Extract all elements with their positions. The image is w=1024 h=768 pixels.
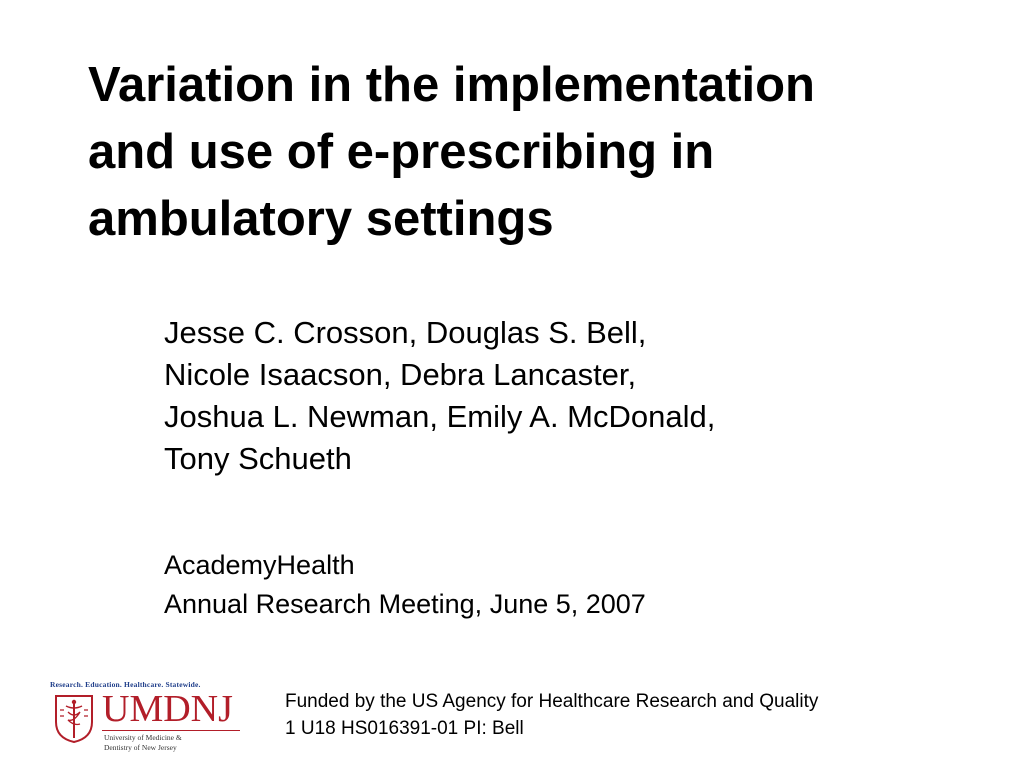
author-line: Jesse C. Crosson, Douglas S. Bell,	[164, 315, 647, 350]
logo-subtitle	[104, 733, 182, 753]
logo-subtitle-line: University of Medicine &	[104, 733, 182, 742]
logo-tagline: Research. Education. Healthcare. Statewide.	[50, 680, 201, 689]
author-line: Joshua L. Newman, Emily A. McDonald,	[164, 399, 716, 434]
logo-divider	[102, 730, 240, 731]
venue-organization: AcademyHealth	[164, 550, 355, 580]
grant-number: 1 U18 HS016391-01 PI: Bell	[285, 718, 524, 739]
author-line: Nicole Isaacson, Debra Lancaster,	[164, 357, 637, 392]
logo-subtitle-line: Dentistry of New Jersey	[104, 743, 177, 752]
funding-note	[285, 688, 1015, 742]
funding-agency: Funded by the US Agency for Healthcare Research and Quality	[285, 691, 819, 712]
title-line: Variation in the implementation	[88, 58, 815, 112]
title-line: ambulatory settings	[88, 192, 554, 246]
author-line: Tony Schueth	[164, 441, 352, 476]
caduceus-emblem-icon	[52, 692, 96, 744]
logo-name: UMDNJ	[102, 688, 233, 730]
umdnj-logo	[50, 680, 245, 755]
title-line: and use of e-prescribing in	[88, 125, 715, 179]
slide-title	[88, 52, 988, 253]
venue-meeting-date: Annual Research Meeting, June 5, 2007	[164, 589, 646, 619]
author-list	[164, 312, 924, 480]
venue-info	[164, 546, 924, 624]
